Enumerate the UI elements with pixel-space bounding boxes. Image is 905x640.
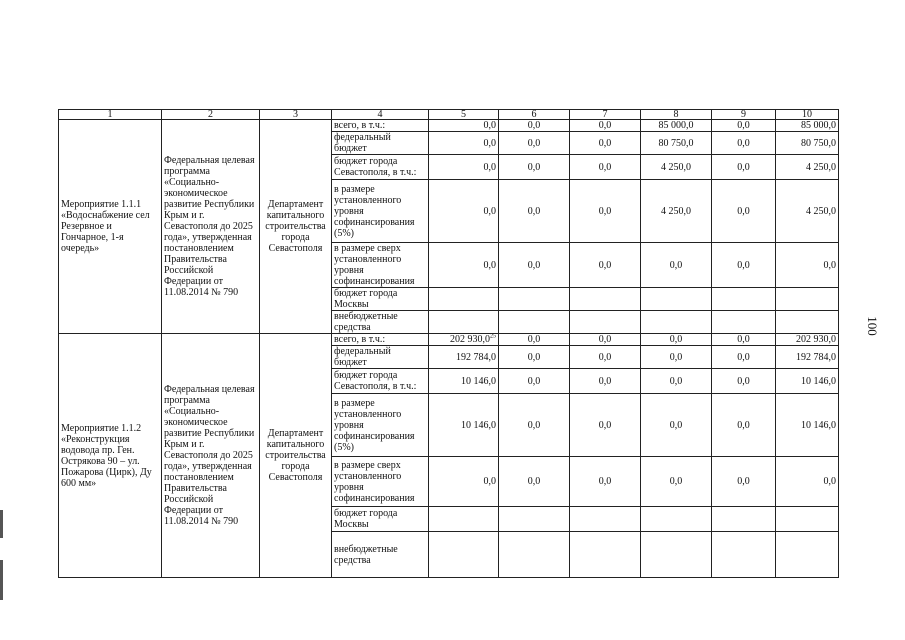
amount-cell — [776, 311, 839, 334]
amount-value: 0,0 — [669, 419, 683, 431]
amount-value: 0,0 — [483, 137, 496, 149]
executor-name: Департамент капитального строительства города Севастополя — [260, 334, 332, 578]
amount-value: 0,0 — [823, 476, 836, 487]
amount-cell — [429, 507, 499, 532]
amount-cell — [641, 132, 712, 155]
funding-source: в размере сверх установленного уровня софинансирования — [332, 243, 429, 288]
funding-source: в размере сверх установленного уровня софинансирования — [332, 457, 429, 507]
amount-cell — [499, 532, 570, 578]
column-header: 9 — [712, 110, 776, 120]
funding-source: всего, в т.ч.: — [332, 334, 429, 346]
amount-cell — [641, 155, 712, 180]
measure-name: Мероприятие 1.1.2 «Реконструкция водовода пр. Ген. Острякова 90 – ул. Пожарова (Цирк), Ду 600 мм» — [59, 334, 162, 578]
amount-cell — [712, 346, 776, 369]
amount-cell — [776, 346, 839, 369]
amount-value: 4 250,0 — [806, 161, 836, 173]
amount-value: 0,0 — [527, 476, 541, 487]
amount-value: 0,0 — [669, 259, 683, 271]
amount-cell — [570, 334, 641, 346]
amount-value: 0,0 — [737, 259, 750, 271]
amount-cell — [499, 155, 570, 180]
amount-value: 4 250,0 — [661, 205, 691, 217]
funding-source: бюджет города Севастополя, в т.ч.: — [332, 369, 429, 394]
program-name: Федеральная целевая программа «Социально-экономическое развитие Республики Крым и г. Севастополя до 2025 года», утвержденная постановлением Правительства Российской Федерации от 11.08.2014 № 790 — [162, 120, 260, 334]
column-header: 7 — [570, 110, 641, 120]
column-header: 3 — [260, 110, 332, 120]
amount-value: 0,0 — [737, 137, 750, 149]
amount-value: 0,0 — [527, 259, 541, 271]
amount-cell — [776, 132, 839, 155]
amount-cell — [712, 311, 776, 334]
amount-cell — [570, 394, 641, 457]
amount-cell — [570, 346, 641, 369]
amount-value: 0,0 — [598, 334, 612, 345]
amount-cell — [570, 243, 641, 288]
amount-cell — [776, 120, 839, 132]
amount-cell — [429, 369, 499, 394]
funding-source: внебюджетные средства — [332, 532, 429, 578]
amount-value: 0,0 — [669, 334, 683, 345]
amount-cell — [429, 243, 499, 288]
funding-table — [58, 109, 839, 578]
amount-value: 0,0 — [527, 137, 541, 149]
amount-cell — [776, 369, 839, 394]
column-header: 8 — [641, 110, 712, 120]
amount-cell — [641, 120, 712, 132]
amount-cell — [641, 346, 712, 369]
funding-source: бюджет города Москвы — [332, 288, 429, 311]
amount-cell — [429, 532, 499, 578]
column-header: 2 — [162, 110, 260, 120]
funding-source: бюджет города Москвы — [332, 507, 429, 532]
amount-cell — [712, 334, 776, 346]
amount-value: 0,0 — [598, 375, 612, 387]
funding-source: внебюджетные средства — [332, 311, 429, 334]
amount-cell — [429, 334, 499, 346]
header-row — [59, 110, 839, 120]
amount-value: 0,0 — [823, 259, 836, 271]
amount-cell — [570, 120, 641, 132]
column-header: 10 — [776, 110, 839, 120]
amount-value: 0,0 — [598, 419, 612, 431]
measure-name: Мероприятие 1.1.1 «Водоснабжение сел Резервное и Гончарное, 1-я очередь» — [59, 120, 162, 334]
amount-value: 80 750,0 — [658, 137, 694, 149]
amount-cell — [570, 457, 641, 507]
footnote-ref: 25 — [490, 333, 496, 340]
amount-value: 0,0 — [527, 351, 541, 363]
amount-cell — [776, 180, 839, 243]
amount-cell — [499, 394, 570, 457]
amount-cell — [776, 334, 839, 346]
amount-cell — [712, 532, 776, 578]
amount-value: 0,0 — [598, 259, 612, 271]
amount-value: 4 250,0 — [661, 161, 691, 173]
amount-value: 192 784,0 — [456, 351, 496, 363]
amount-cell — [570, 532, 641, 578]
column-header: 1 — [59, 110, 162, 120]
funding-source: в размере установленного уровня софинансирования (5%) — [332, 394, 429, 457]
amount-cell — [641, 457, 712, 507]
amount-value: 0,0 — [483, 120, 496, 131]
amount-value: 0,0 — [527, 334, 541, 345]
amount-value: 0,0 — [737, 334, 750, 345]
amount-cell — [641, 394, 712, 457]
amount-value: 0,0 — [737, 161, 750, 173]
page-number: 100 — [864, 316, 880, 336]
amount-cell — [641, 180, 712, 243]
funding-source: бюджет города Севастополя, в т.ч.: — [332, 155, 429, 180]
amount-value: 0,0 — [527, 419, 541, 431]
amount-cell — [429, 311, 499, 334]
amount-value: 85 000,0 — [801, 120, 836, 131]
amount-value: 0,0 — [483, 161, 496, 173]
amount-cell — [499, 180, 570, 243]
column-header: 6 — [499, 110, 570, 120]
amount-cell — [499, 369, 570, 394]
amount-cell — [776, 394, 839, 457]
amount-value: 0,0 — [737, 120, 750, 131]
amount-cell — [712, 243, 776, 288]
amount-cell — [641, 532, 712, 578]
amount-value: 0,0 — [737, 351, 750, 363]
amount-cell — [641, 334, 712, 346]
amount-cell — [429, 457, 499, 507]
amount-cell — [712, 120, 776, 132]
amount-cell — [429, 120, 499, 132]
amount-value: 0,0 — [737, 419, 750, 431]
amount-cell — [641, 243, 712, 288]
executor-name: Департамент капитального строительства города Севастополя — [260, 120, 332, 334]
amount-cell — [429, 394, 499, 457]
amount-cell — [429, 132, 499, 155]
amount-cell — [712, 369, 776, 394]
amount-cell — [499, 120, 570, 132]
amount-cell — [499, 507, 570, 532]
amount-value: 85 000,0 — [658, 120, 694, 131]
table-row — [59, 334, 839, 346]
amount-value: 0,0 — [527, 205, 541, 217]
amount-value: 0,0 — [598, 120, 612, 131]
amount-value: 80 750,0 — [801, 137, 836, 149]
amount-value: 0,0 — [737, 476, 750, 487]
amount-cell — [641, 311, 712, 334]
amount-value: 0,0 — [527, 375, 541, 387]
amount-value: 0,0 — [669, 375, 683, 387]
amount-cell — [570, 180, 641, 243]
scan-edge-mark — [0, 510, 3, 538]
amount-cell — [776, 507, 839, 532]
amount-value: 0,0 — [527, 120, 541, 131]
amount-value: 0,0 — [669, 476, 683, 487]
amount-cell — [712, 180, 776, 243]
amount-cell — [429, 288, 499, 311]
amount-value: 4 250,0 — [806, 205, 836, 217]
amount-value: 0,0 — [598, 205, 612, 217]
amount-cell — [776, 155, 839, 180]
amount-value: 0,0 — [483, 259, 496, 271]
amount-cell — [641, 369, 712, 394]
amount-cell — [429, 180, 499, 243]
amount-value: 0,0 — [598, 161, 612, 173]
amount-cell — [641, 288, 712, 311]
amount-cell — [570, 132, 641, 155]
amount-cell — [499, 457, 570, 507]
amount-cell — [499, 243, 570, 288]
amount-cell — [776, 288, 839, 311]
amount-cell — [570, 311, 641, 334]
amount-value: 10 146,0 — [801, 419, 836, 431]
amount-cell — [499, 132, 570, 155]
funding-source: федеральный бюджет — [332, 132, 429, 155]
amount-cell — [776, 457, 839, 507]
amount-value: 0,0 — [737, 205, 750, 217]
amount-value: 0,0 — [527, 161, 541, 173]
amount-cell — [776, 532, 839, 578]
amount-cell — [570, 507, 641, 532]
funding-source: в размере установленного уровня софинансирования (5%) — [332, 180, 429, 243]
amount-cell — [712, 132, 776, 155]
amount-cell — [570, 288, 641, 311]
amount-value: 0,0 — [598, 351, 612, 363]
amount-value: 10 146,0 — [461, 375, 496, 387]
column-header: 4 — [332, 110, 429, 120]
funding-source: федеральный бюджет — [332, 346, 429, 369]
amount-value: 202 930,0 — [450, 334, 490, 345]
amount-value: 0,0 — [483, 205, 496, 217]
scan-edge-mark — [0, 560, 3, 600]
amount-cell — [712, 394, 776, 457]
amount-cell — [712, 507, 776, 532]
amount-cell — [641, 507, 712, 532]
amount-value: 202 930,0 — [796, 334, 836, 345]
program-name: Федеральная целевая программа «Социально-экономическое развитие Республики Крым и г. Севастополя до 2025 года», утвержденная постановлением Правительства Российской Федерации от 11.08.2014 № 790 — [162, 334, 260, 578]
amount-value: 0,0 — [598, 137, 612, 149]
amount-cell — [712, 457, 776, 507]
table-row — [59, 120, 839, 132]
amount-cell — [712, 155, 776, 180]
amount-cell — [712, 288, 776, 311]
amount-value: 0,0 — [737, 375, 750, 387]
amount-cell — [499, 288, 570, 311]
amount-value: 0,0 — [669, 351, 683, 363]
column-header: 5 — [429, 110, 499, 120]
amount-value: 10 146,0 — [801, 375, 836, 387]
amount-cell — [499, 311, 570, 334]
amount-cell — [776, 243, 839, 288]
amount-cell — [499, 334, 570, 346]
amount-cell — [429, 346, 499, 369]
amount-value: 192 784,0 — [796, 351, 836, 363]
amount-cell — [429, 155, 499, 180]
funding-source: всего, в т.ч.: — [332, 120, 429, 132]
amount-value: 0,0 — [483, 476, 496, 487]
amount-cell — [570, 155, 641, 180]
amount-value: 0,0 — [598, 476, 612, 487]
amount-value: 10 146,0 — [461, 419, 496, 431]
amount-cell — [570, 369, 641, 394]
amount-cell — [499, 346, 570, 369]
